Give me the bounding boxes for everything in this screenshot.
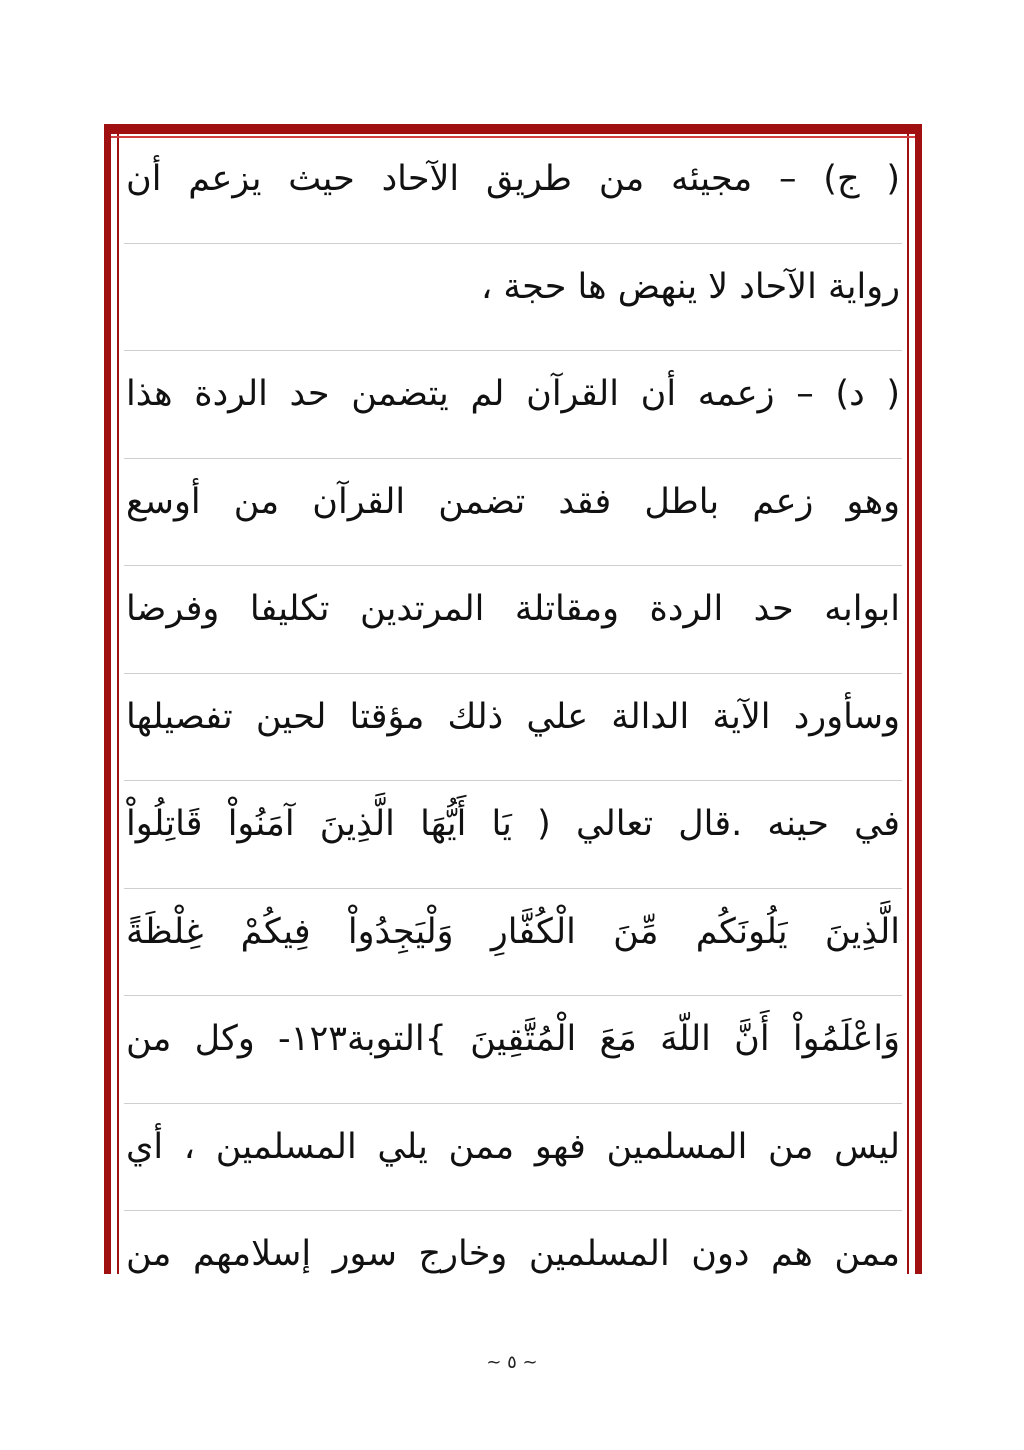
text-line: الَّذِينَ يَلُونَكُم مِّنَ الْكُفَّارِ وَلْيَجِدُواْ فِيكُمْ غِلْظَةً (124, 889, 902, 997)
text-body (124, 136, 902, 1319)
text-line: ممن هم دون المسلمين وخارج سور إسلامهم من (126, 1234, 900, 1274)
text-line: وهو زعم باطل فقد تضمن القرآن من أوسع (124, 459, 902, 567)
page-number: ~ ٥ ~ (486, 1352, 538, 1373)
text-line: رواية الآحاد لا ينهض ها حجة ، (124, 244, 902, 352)
text-line: ( ج) – مجيئه من طريق الآحاد حيث يزعم أن (124, 136, 902, 244)
text-line: ( د) – زعمه أن القرآن لم يتضمن حد الردة هذا (124, 351, 902, 459)
text-line: ابوابه حد الردة ومقاتلة المرتدين تكليفا وفرضا (124, 566, 902, 674)
text-line: وَاعْلَمُواْ أَنَّ اللّهَ مَعَ الْمُتَّقِينَ }التوبة١٢٣- وكل من (124, 996, 902, 1104)
text-line: ليس من المسلمين فهو ممن يلي المسلمين ، أي (124, 1104, 902, 1212)
text-line: وسأورد الآية الدالة علي ذلك مؤقتا لحين تفصيلها (124, 674, 902, 782)
text-line: في حينه .قال تعالي ( يَا أَيُّهَا الَّذِينَ آمَنُواْ قَاتِلُواْ (124, 781, 902, 889)
